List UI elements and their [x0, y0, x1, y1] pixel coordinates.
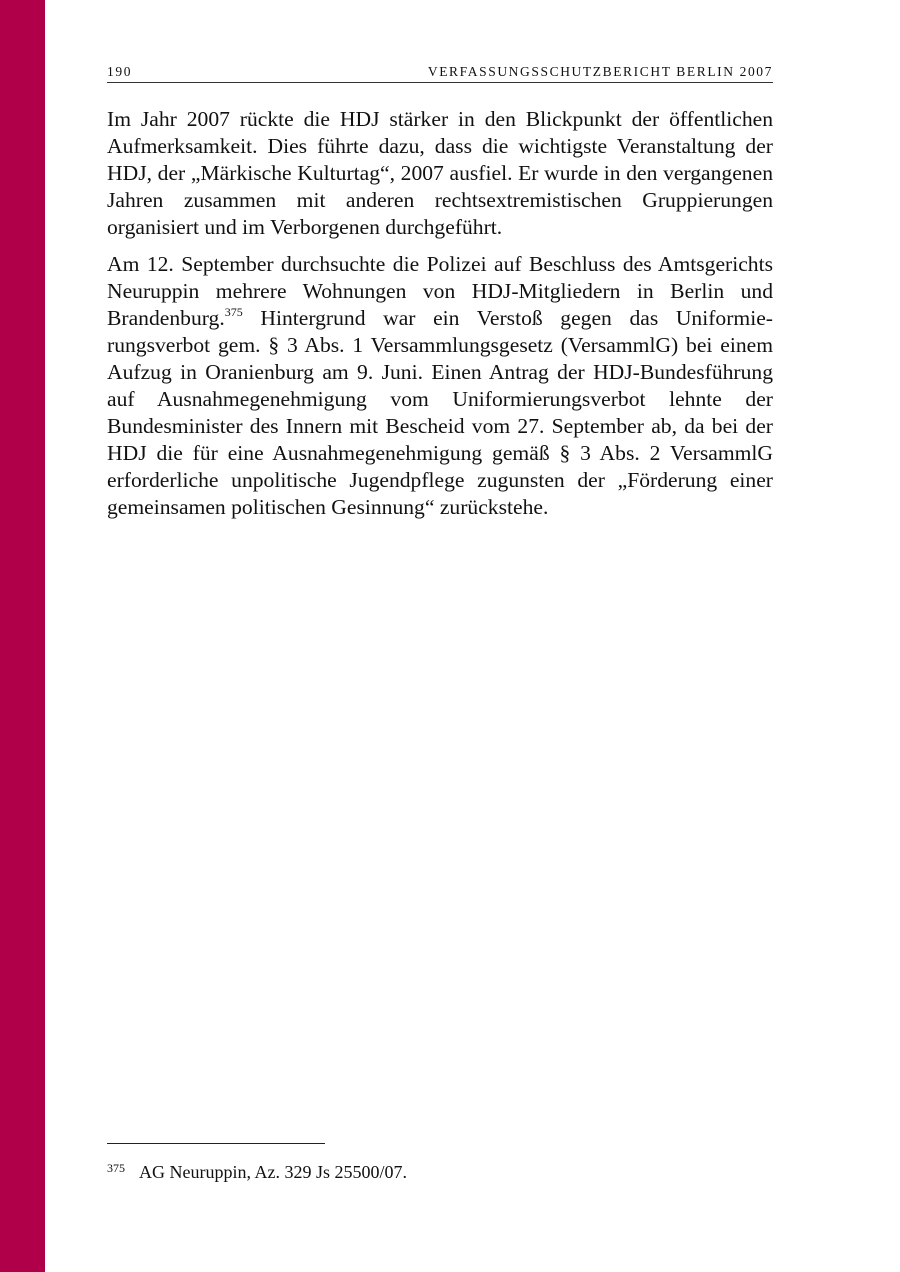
footnote: 375 AG Neuruppin, Az. 329 Js 25500/07. — [107, 1161, 407, 1182]
paragraph-2-part-2: Hintergrund war ein Verstoß gegen das Uniformierungsverbot gem. § 3 Abs. 1 Versammlungsgesetz (VersammlG) bei einem Aufzug in Oranienburg am 9. Juni. Einen Antrag der HDJ-Bundesführung auf Ausnahmegenehmigung vom Uniformierungsverbot lehnte der Bundesminister des Innern mit Bescheid vom 27. September ab, da bei der HDJ die für eine Ausnahmegenehmigung gemäß § 3 Abs. 2 VersammlG erforderliche unpolitische Jugendpflege zugunsten der „Förderung einer gemeinsamen politischen Gesinnung“ zurückstehe. — [107, 306, 773, 519]
footnote-reference[interactable]: 375 — [224, 305, 243, 319]
running-header — [107, 64, 773, 83]
report-title: VERFASSUNGSSCHUTZBERICHT BERLIN 2007 — [427, 64, 773, 79]
paragraph-2 — [107, 251, 773, 521]
body-text — [107, 106, 773, 531]
paragraph-1: Im Jahr 2007 rückte die HDJ stärker in den Blickpunkt der öffentlichen Aufmerksamkeit. Dies führte dazu, dass die wichtigste Veranstaltung der HDJ, der „Märkische Kulturtag“, 2007 ausfiel. Er wurde in den vergangenen Jahren zusammen mit anderen rechtsextremistischen Gruppierungen organisiert und im Verborgenen durchgeführt. — [107, 107, 773, 239]
paragraph-2-part-1: Am 12. September durchsuchte die Polizei auf Beschluss des Amtsgerichts Neuruppin mehrere Wohnungen von HDJ-Mitgliedern in Berlin und Brandenburg. — [107, 252, 773, 330]
page-number: 190 — [107, 64, 133, 79]
footnote-divider — [107, 1143, 325, 1144]
sidebar-color-bar — [0, 0, 45, 1272]
footnote-text: AG Neuruppin, Az. 329 Js 25500/07. — [139, 1162, 407, 1182]
